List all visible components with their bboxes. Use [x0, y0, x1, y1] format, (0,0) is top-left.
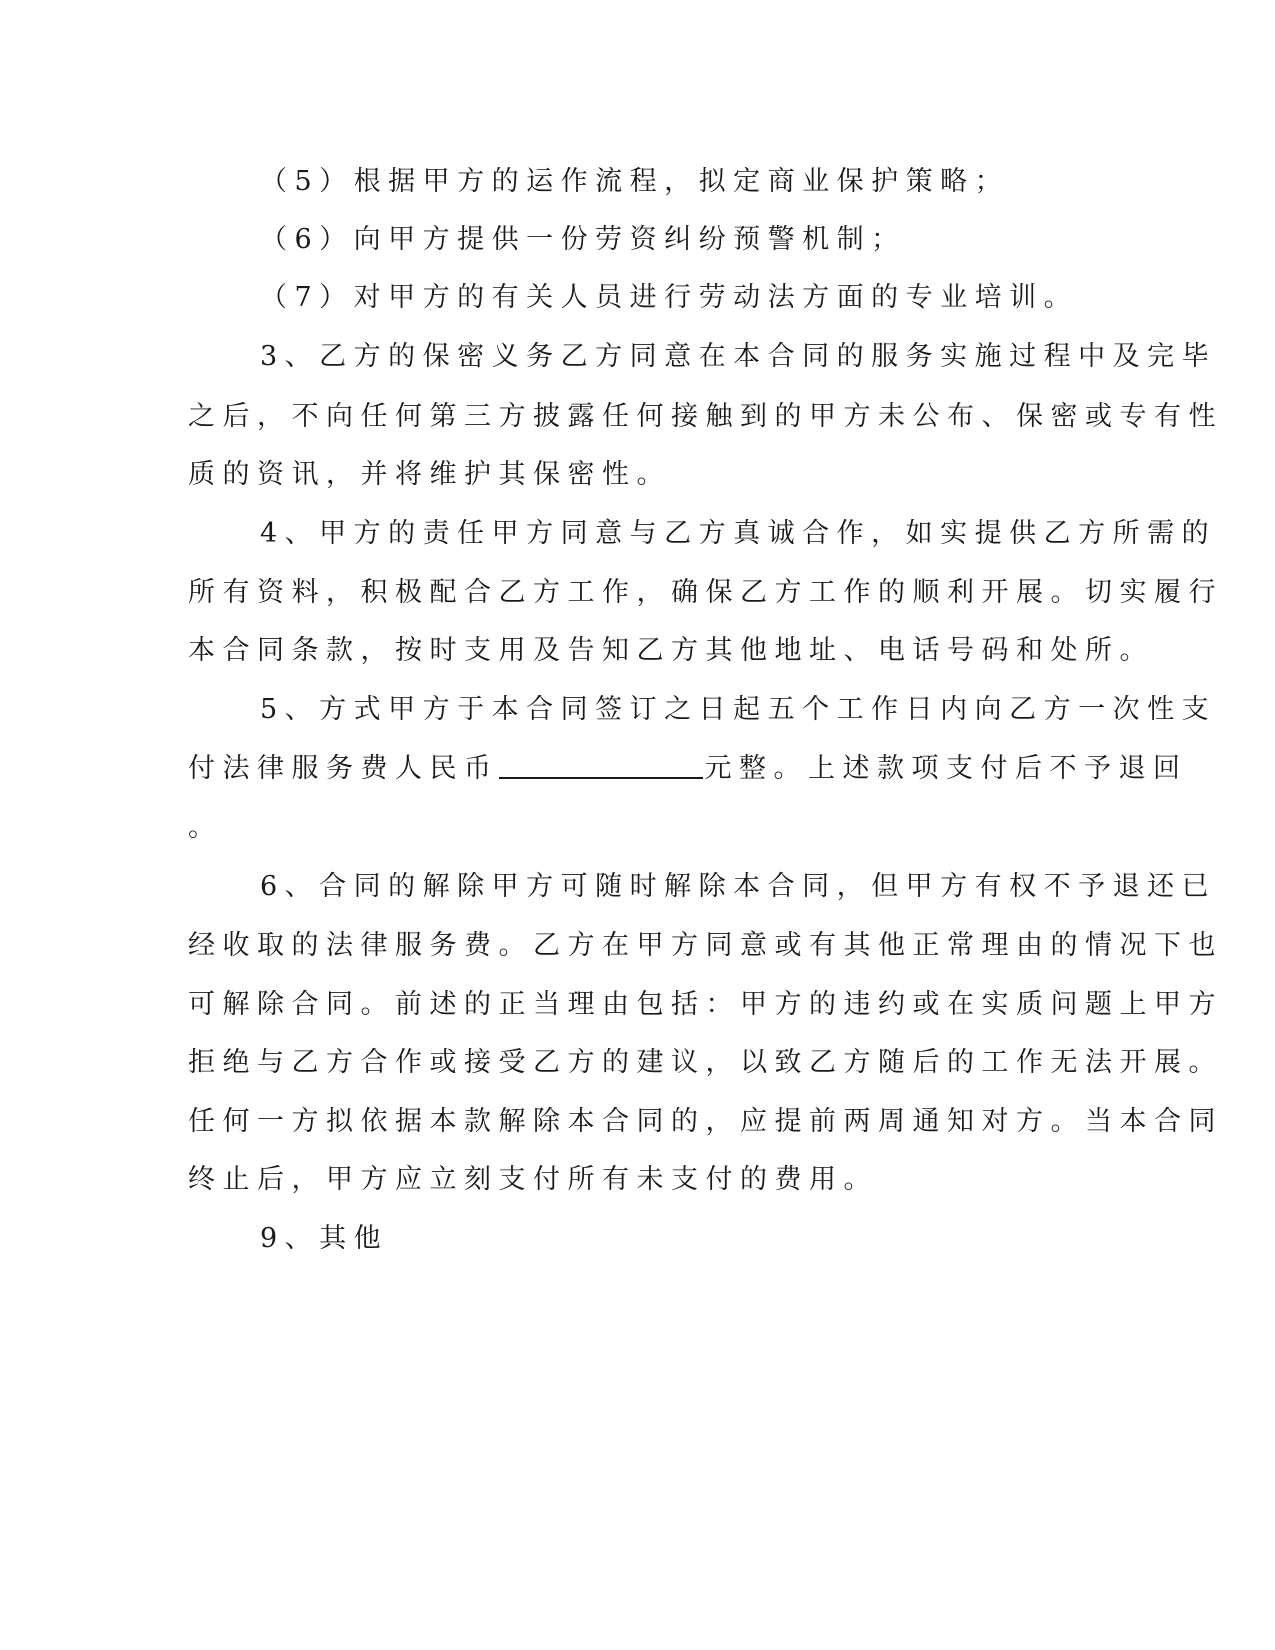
item-5: （5）根据甲方的运作流程，拟定商业保护策略； — [260, 166, 1010, 197]
clause-4-line-3: 本合同条款，按时支用及告知乙方其他地址、电话号码和处所。 — [188, 635, 1154, 666]
clause-6-line-2: 经收取的法律服务费。乙方在甲方同意或有其他正常理由的情况下也 — [188, 930, 1223, 961]
item-6: （6）向甲方提供一份劳资纠纷预警机制； — [260, 224, 906, 255]
clause-6-line-5: 任何一方拟依据本款解除本合同的，应提前两周通知对方。当本合同 — [188, 1106, 1223, 1137]
clause-3-line-1: 3、乙方的保密义务乙方同意在本合同的服务实施过程中及完毕 — [260, 341, 1217, 372]
clause-4-line-2: 所有资料，积极配合乙方工作，确保乙方工作的顺利开展。切实履行 — [188, 577, 1223, 608]
clause-6-line-1: 6、合同的解除甲方可随时解除本合同，但甲方有权不予退还已 — [260, 871, 1217, 902]
clause-4-line-1: 4、甲方的责任甲方同意与乙方真诚合作，如实提供乙方所需的 — [260, 518, 1217, 549]
clause-5-line-1: 5、方式甲方于本合同签订之日起五个工作日内向乙方一次性支 — [260, 694, 1217, 725]
clause-9-line-1: 9、其他 — [260, 1223, 389, 1254]
clause-5-line-2-before: 付法律服务费人民币 — [188, 753, 499, 784]
clause-6-line-3: 可解除合同。前述的正当理由包括：甲方的违约或在实质问题上甲方 — [188, 989, 1223, 1020]
clause-6-line-4: 拒绝与乙方合作或接受乙方的建议，以致乙方随后的工作无法开展。 — [188, 1047, 1223, 1078]
clause-5-line-3: 。 — [188, 812, 223, 843]
clause-5-line-2 — [188, 749, 1188, 789]
fee-amount-blank — [499, 777, 703, 779]
clause-3-line-3: 质的资讯，并将维护其保密性。 — [188, 459, 671, 490]
clause-5-line-2-after: 元整。上述款项支付后不予退回 — [704, 753, 1188, 784]
item-7: （7）对甲方的有关人员进行劳动法方面的专业培训。 — [260, 282, 1079, 313]
clause-6-line-6: 终止后，甲方应立刻支付所有未支付的费用。 — [188, 1164, 878, 1195]
clause-3-line-2: 之后，不向任何第三方披露任何接触到的甲方未公布、保密或专有性 — [188, 401, 1223, 432]
